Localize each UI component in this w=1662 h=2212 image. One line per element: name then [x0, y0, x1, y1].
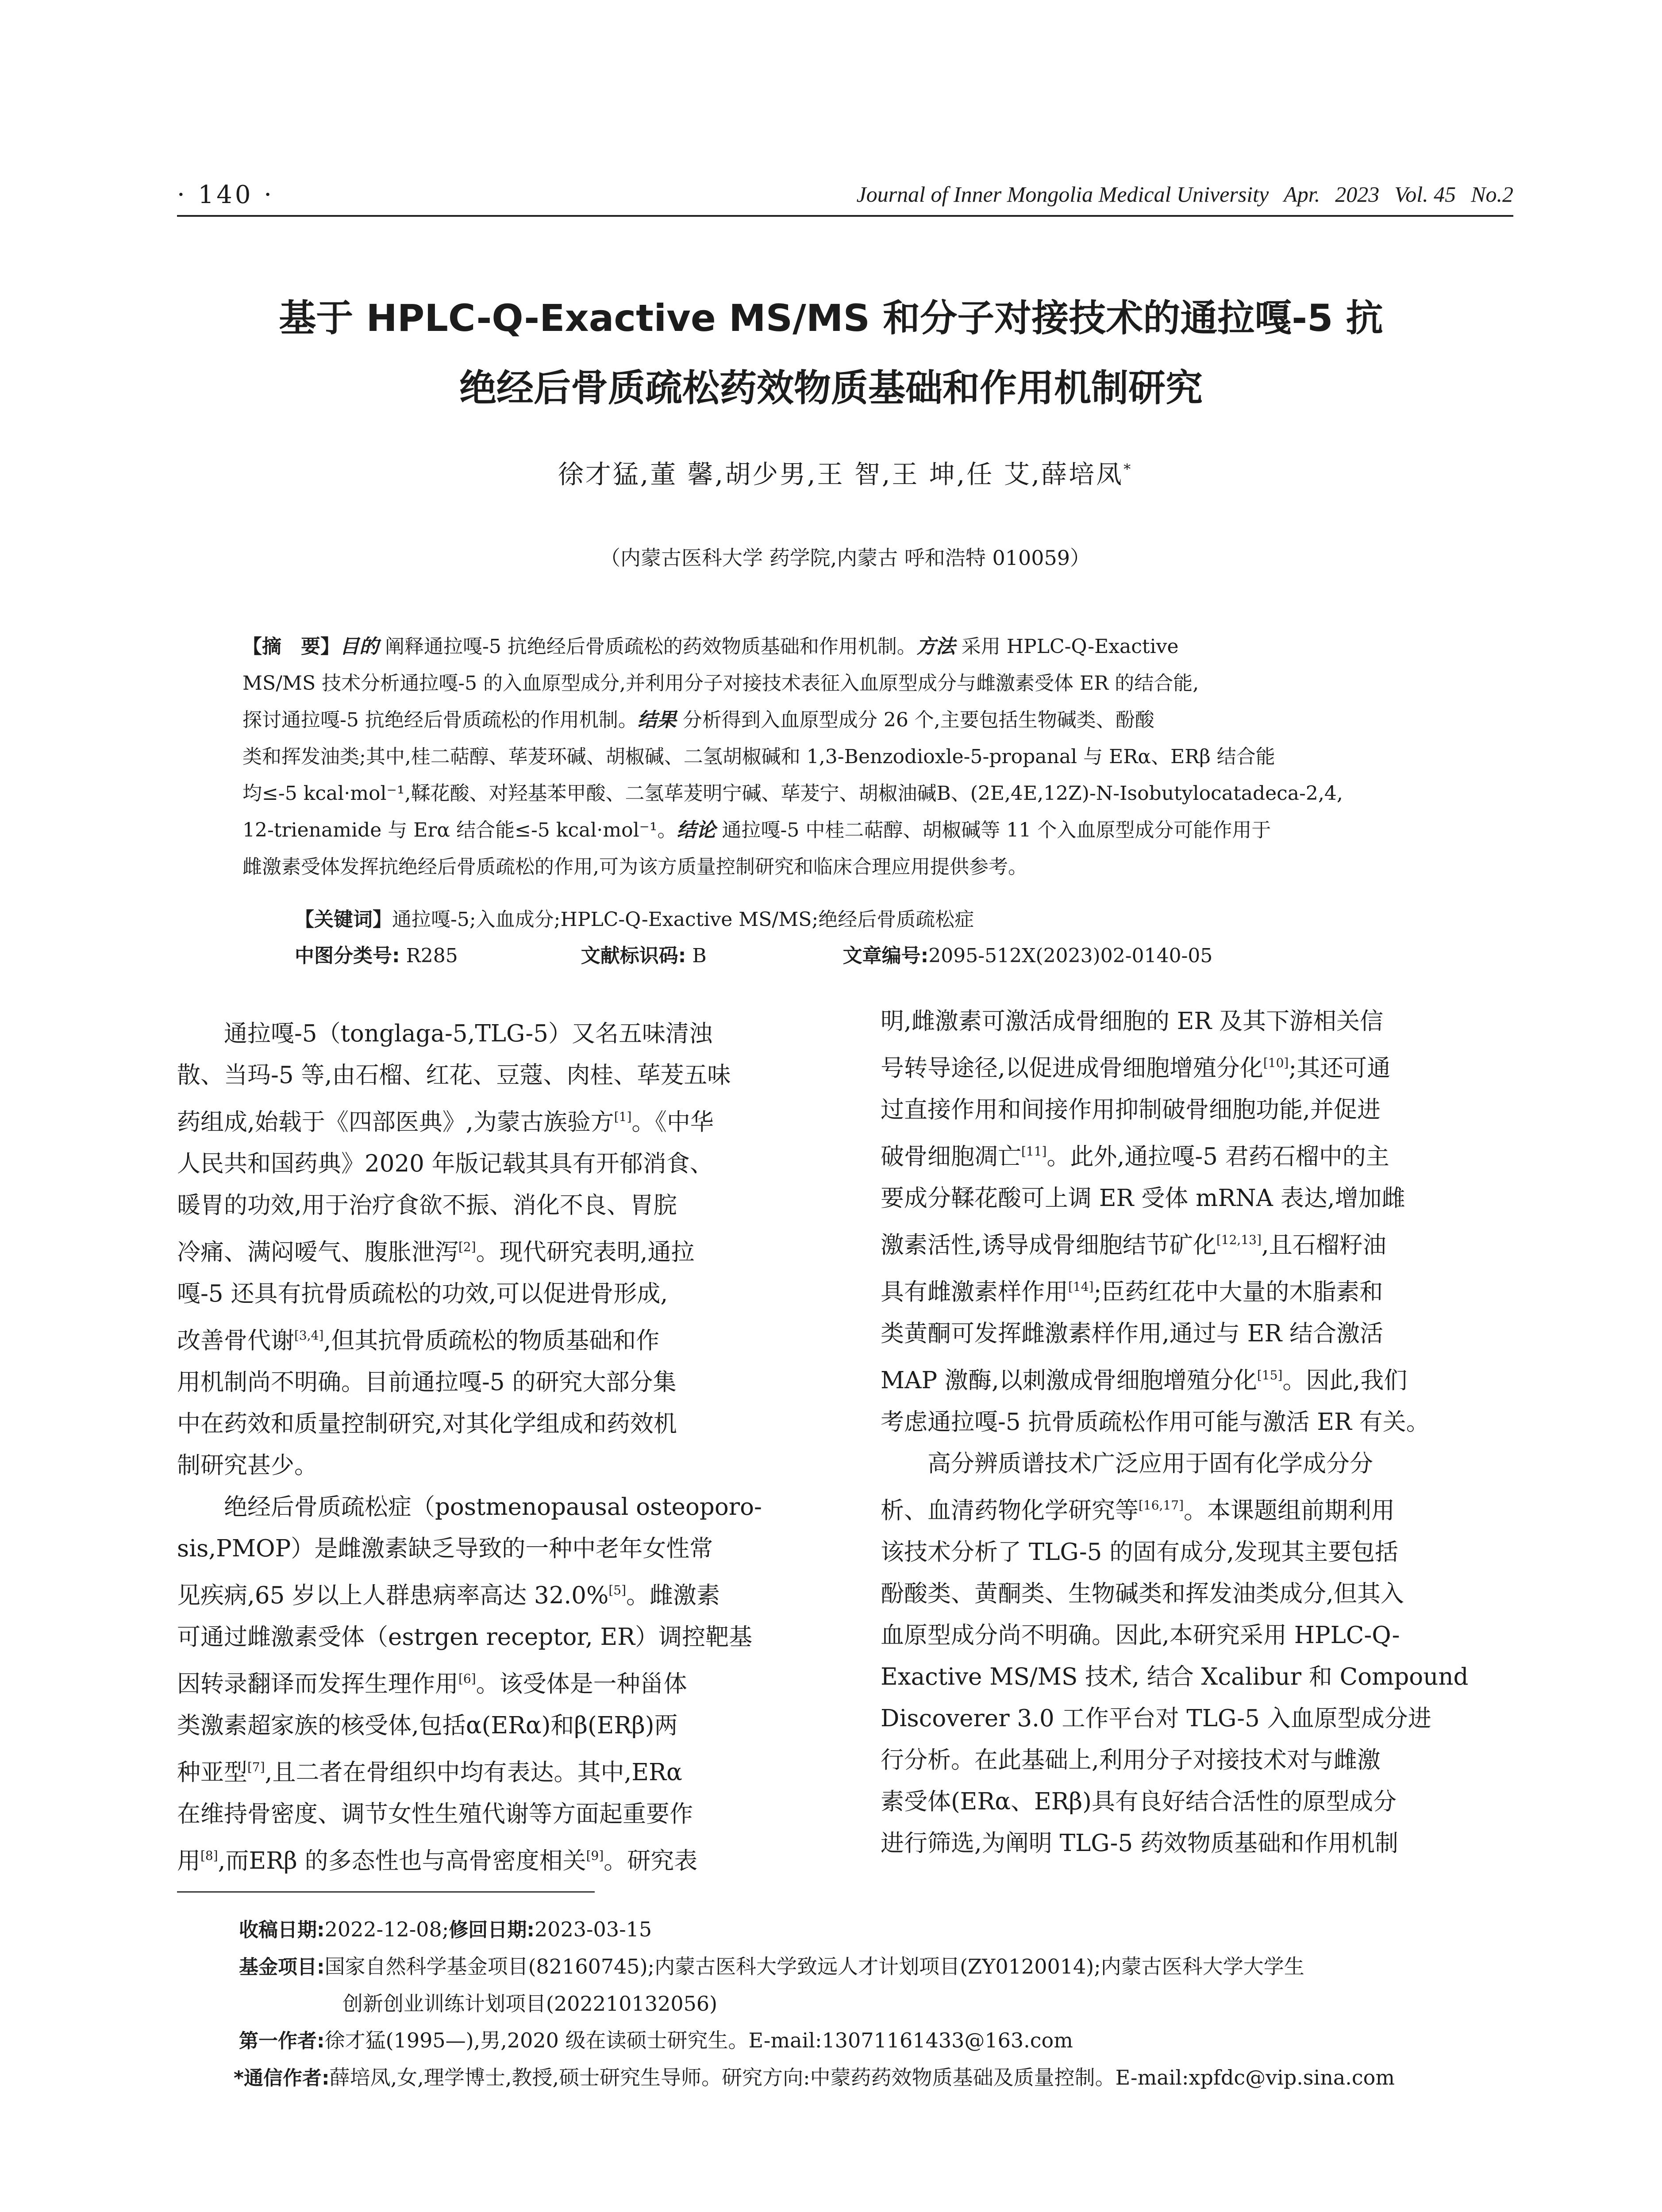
body-line: 人民共和国药典》2020 年版记载其具有开郁消食、: [177, 1150, 713, 1177]
body-line: 用机制尚不明确。目前通拉嘎-5 的研究大部分集: [177, 1369, 677, 1396]
keywords-label: 【关键词】: [295, 908, 392, 931]
citation-marker[interactable]: [10]: [1263, 1056, 1289, 1070]
body-line: 破骨细胞凋亡[11]。此外,通拉嘎-5 君药石榴中的主: [881, 1143, 1389, 1170]
affiliation: （内蒙古医科大学 药学院,内蒙古 呼和浩特 010059）: [600, 546, 1091, 570]
body-line: 酚酸类、黄酮类、生物碱类和挥发油类成分,但其入: [881, 1580, 1404, 1607]
body-line: 激素活性,诱导成骨细胞结节矿化[12,13],且石榴籽油: [881, 1232, 1386, 1259]
body-line: 改善骨代谢[3,4],但其抗骨质疏松的物质基础和作: [177, 1327, 660, 1354]
author-list: [177, 453, 1513, 491]
body-line: 散、当玛-5 等,由石榴、红花、豆蔻、肉桂、荜茇五味: [177, 1062, 731, 1089]
body-line: 进行筛选,为阐明 TLG-5 药效物质基础和作用机制: [881, 1830, 1399, 1857]
body-line: Discoverer 3.0 工作平台对 TLG-5 入血原型成分进: [881, 1705, 1431, 1732]
body-line: 析、血清药物化学研究等[16,17]。本课题组前期利用: [881, 1497, 1395, 1524]
article-number-value: 2095-512X(2023)02-0140-05: [928, 945, 1213, 967]
citation-marker[interactable]: [1]: [614, 1110, 632, 1124]
keywords: [295, 903, 1445, 932]
journal-name: Journal of Inner Mongolia Medical University: [856, 182, 1269, 207]
body-line: 中在药效和质量控制研究,对其化学组成和药效机: [177, 1410, 677, 1437]
article-number-label: 文章编号:: [843, 945, 929, 967]
citation-marker[interactable]: [6]: [458, 1671, 476, 1686]
citation-marker[interactable]: [11]: [1021, 1144, 1047, 1159]
body-line: 绝经后骨质疏松症（postmenopausal osteoporo-: [177, 1494, 762, 1521]
body-line: 类黄酮可发挥雌激素样作用,通过与 ER 结合激活: [881, 1320, 1384, 1347]
body-line: MAP 激酶,以刺激成骨细胞增殖分化[15]。因此,我们: [881, 1367, 1408, 1394]
body-line: 暖胃的功效,用于治疗食欲不振、消化不良、胃脘: [177, 1192, 677, 1219]
doc-code-value: B: [686, 945, 707, 967]
body-line: 素受体(ERα、ERβ)具有良好结合活性的原型成分: [881, 1788, 1397, 1815]
citation-marker[interactable]: [7]: [247, 1760, 265, 1774]
body-line: 可通过雌激素受体（estrgen receptor, ER）调控靶基: [177, 1624, 753, 1651]
body-line: 因转录翻译而发挥生理作用[6]。该受体是一种甾体: [177, 1671, 687, 1697]
keywords-text: 通拉嘎-5;入血成分;HPLC-Q-Exactive MS/MS;绝经后骨质疏松症: [392, 908, 974, 931]
journal-year: 2023: [1335, 182, 1380, 207]
corresponding-author: *通信作者:薛培凤,女,理学博士,教授,硕士研究生导师。研究方向:中蒙药药效物质基础及质量控制。E-mail:xpfdc@vip.sina.com: [234, 2066, 1395, 2089]
body-line: 行分析。在此基础上,利用分子对接技术对与雌激: [881, 1747, 1381, 1774]
abstract-line: 均≤-5 kcal·mol⁻¹,鞣花酸、对羟基苯甲酸、二氢荜茇明宁碱、荜茇宁、胡椒油碱B、(2E,4E,12Z)-N-Isobutylocatadeca-2,4,: [242, 782, 1343, 805]
body-line: 嘎-5 还具有抗骨质疏松的功效,可以促进骨形成,: [177, 1280, 668, 1307]
clc-label: 中图分类号:: [295, 945, 400, 967]
body-column-right: [881, 1001, 1513, 1864]
journal-month: Apr.: [1284, 182, 1320, 207]
journal-header: [857, 181, 1514, 207]
classification-row: [295, 940, 1445, 968]
body-line: 制研究甚少。: [177, 1452, 318, 1479]
abstract-line: 类和挥发油类;其中,桂二萜醇、荜茇环碱、胡椒碱、二氢胡椒碱和 1,3-Benzodioxle-5-propanal 与 ERα、ERβ 结合能: [242, 745, 1275, 768]
abstract-line: 雌激素受体发挥抗绝经后骨质疏松的作用,可为该方质量控制研究和临床合理应用提供参考。: [242, 856, 1027, 878]
citation-marker[interactable]: [9]: [586, 1848, 604, 1863]
clc-value: R285: [400, 945, 458, 967]
body-line: 号转导途径,以促进成骨细胞增殖分化[10];其还可通: [881, 1055, 1391, 1082]
body-line: 要成分鞣花酸可上调 ER 受体 mRNA 表达,增加雌: [881, 1185, 1405, 1212]
abstract: [242, 628, 1446, 885]
body-line: 类激素超家族的核受体,包括α(ERα)和β(ERβ)两: [177, 1712, 678, 1739]
footnote-rule: [177, 1891, 595, 1893]
citation-marker[interactable]: [5]: [608, 1583, 627, 1598]
received-dates: 收稿日期:2022-12-08;修回日期:2023-03-15: [239, 1917, 652, 1941]
title-line-1: 基于 HPLC-Q-Exactive MS/MS 和分子对接技术的通拉嘎-5 抗: [279, 296, 1383, 340]
abstract-line: MS/MS 技术分析通拉嘎-5 的入血原型成分,并利用分子对接技术表征入血原型成分与雌激素受体 ER 的结合能,: [242, 672, 1199, 695]
body-line: 具有雌激素样作用[14];臣药红花中大量的木脂素和: [881, 1279, 1383, 1306]
abstract-line: 12-trienamide 与 Erα 结合能≤-5 kcal·mol⁻¹。结论 通拉嘎-5 中桂二萜醇、胡椒碱等 11 个入血原型成分可能作用于: [242, 819, 1271, 841]
body-line: 见疾病,65 岁以上人群患病率高达 32.0%[5]。雌激素: [177, 1582, 720, 1609]
funding-continued: 创新创业训练计划项目(202210132056): [342, 1992, 718, 2016]
corresponding-mark: *: [1123, 461, 1133, 478]
citation-marker[interactable]: [2]: [458, 1240, 476, 1254]
funding: 基金项目:国家自然科学基金项目(82160745);内蒙古医科大学致远人才计划项目(ZY0120014);内蒙古医科大学大学生: [239, 1955, 1304, 1978]
body-line: 药组成,始载于《四部医典》,为蒙古族验方[1]。《中华: [177, 1109, 714, 1136]
page-number: · 140 ·: [177, 180, 275, 209]
body-line: 过直接作用和间接作用抑制破骨细胞功能,并促进: [881, 1096, 1381, 1123]
citation-marker[interactable]: [3,4]: [294, 1328, 324, 1343]
body-line: 冷痛、满闷嗳气、腹胀泄泻[2]。现代研究表明,通拉: [177, 1239, 695, 1266]
footnotes: [234, 1911, 1522, 2097]
doc-code-label: 文献标识码:: [581, 945, 686, 967]
title-line-2: 绝经后骨质疏松药效物质基础和作用机制研究: [459, 366, 1203, 410]
authors-text: 徐才猛,董 馨,胡少男,王 智,王 坤,任 艾,薛培凤: [558, 459, 1124, 489]
citation-marker[interactable]: [12,13]: [1216, 1233, 1262, 1247]
header-rule: [177, 215, 1513, 217]
body-line: 在维持骨密度、调节女性生殖代谢等方面起重要作: [177, 1801, 693, 1828]
abstract-line: 【摘 要】目的 阐释通拉嘎-5 抗绝经后骨质疏松的药效物质基础和作用机制。方法 采用 HPLC-Q-Exactive: [242, 635, 1179, 658]
body-line: Exactive MS/MS 技术, 结合 Xcalibur 和 Compound: [881, 1663, 1469, 1690]
paper-title: [168, 283, 1494, 423]
body-column-left: [177, 1013, 810, 1882]
body-line: 用[8],而ERβ 的多态性也与高骨密度相关[9]。研究表: [177, 1847, 698, 1874]
body-line: 血原型成分尚不明确。因此,本研究采用 HPLC-Q-: [881, 1622, 1400, 1649]
body-line: 通拉嘎-5（tonglaga-5,TLG-5）又名五味清浊: [177, 1020, 712, 1047]
body-line: 考虑通拉嘎-5 抗骨质疏松作用可能与激活 ER 有关。: [881, 1409, 1430, 1436]
body-line: sis,PMOP）是雌激素缺乏导致的一种中老年女性常: [177, 1535, 713, 1562]
first-author: 第一作者:徐才猛(1995—),男,2020 级在读硕士研究生。E-mail:13071161433@163.com: [239, 2028, 1073, 2052]
citation-marker[interactable]: [14]: [1068, 1279, 1094, 1294]
citation-marker[interactable]: [8]: [200, 1848, 218, 1863]
journal-volume: Vol. 45: [1394, 182, 1456, 207]
body-line: 该技术分析了 TLG-5 的固有成分,发现其主要包括: [881, 1539, 1399, 1566]
journal-issue: No.2: [1471, 182, 1513, 207]
abstract-line: 探讨通拉嘎-5 抗绝经后骨质疏松的作用机制。结果 分析得到入血原型成分 26 个,主要包括生物碱类、酚酸: [242, 709, 1154, 731]
citation-marker[interactable]: [16,17]: [1139, 1498, 1184, 1513]
body-line: 明,雌激素可激活成骨细胞的 ER 及其下游相关信: [881, 1008, 1384, 1035]
citation-marker[interactable]: [15]: [1257, 1368, 1283, 1382]
body-line: 高分辨质谱技术广泛应用于固有化学成分分: [881, 1450, 1373, 1477]
body-line: 种亚型[7],且二者在骨组织中均有表达。其中,ERα: [177, 1759, 682, 1786]
